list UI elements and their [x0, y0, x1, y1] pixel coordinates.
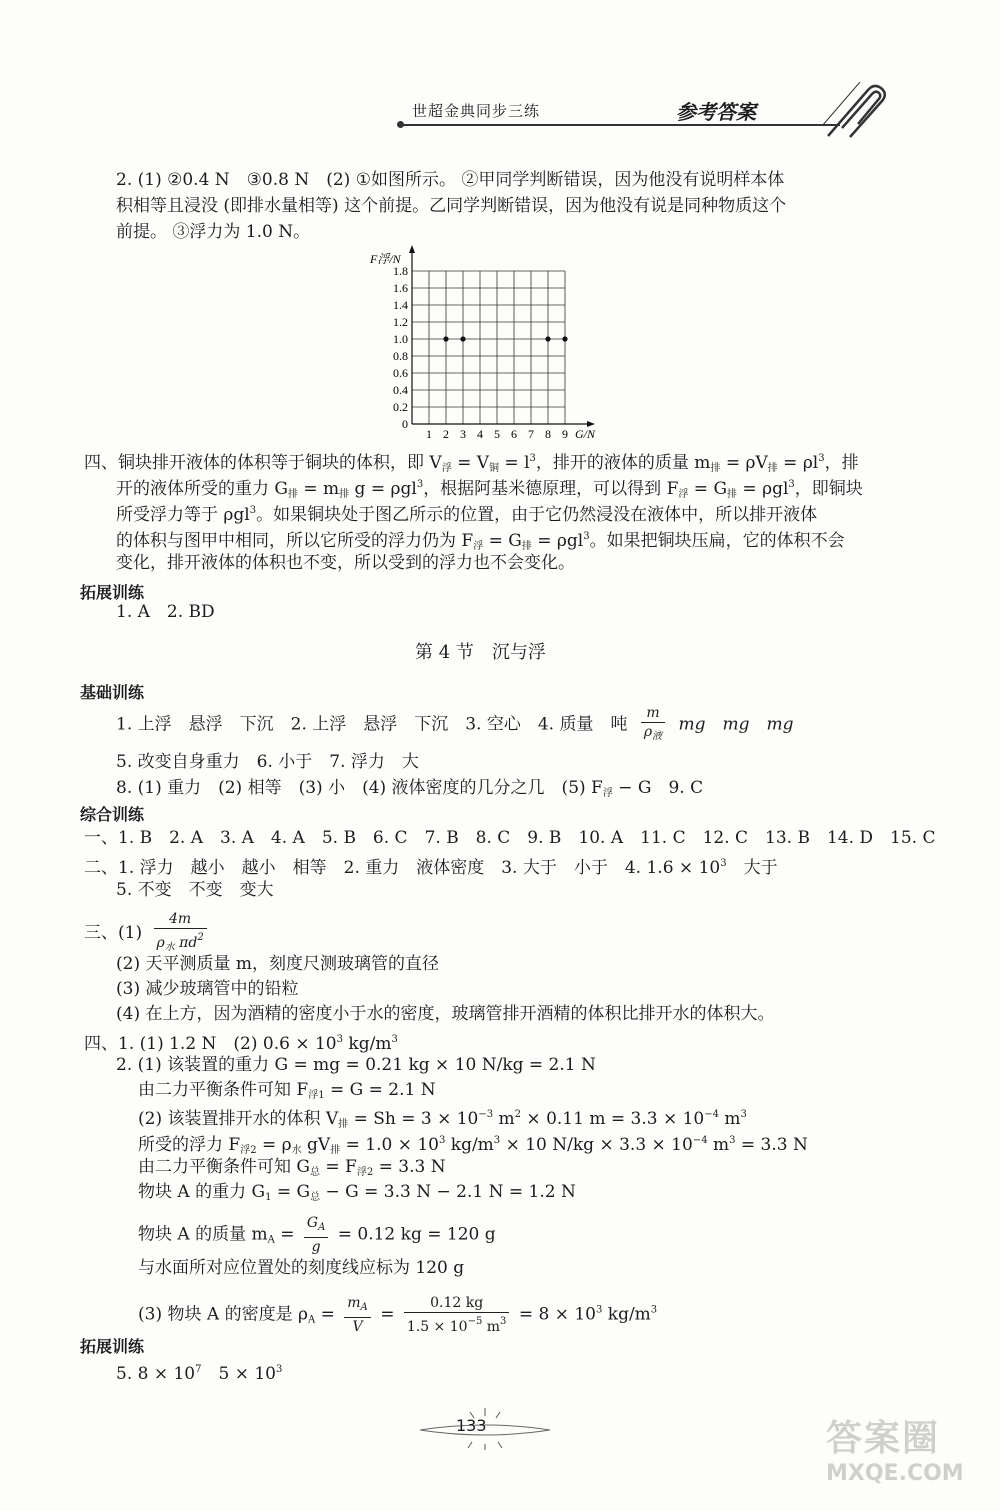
watermark-text: 答案圈 — [826, 1418, 941, 1459]
basic-line3: 8. (1) 重力 (2) 相等 (3) 小 (4) 液体密度的几分之几 (5) $F_浮 - G$ 9. C — [116, 778, 704, 799]
x-tick-label: 9 — [562, 427, 568, 441]
data-point — [545, 336, 550, 341]
y-axis-label: F浮/N — [370, 252, 401, 266]
y-tick-label: 1.0 — [393, 332, 408, 346]
comp-part4-2: 2. (1) 该装置的重力 G = mg = 0.21 kg × 10 N/kg = 2.1 N — [116, 1055, 596, 1075]
x-tick-label: 2 — [443, 427, 449, 441]
comp-part4-10: (3) 物块 A 的密度是 $\rho_A$ = $\frac{m_A}{V}$ = $\frac{0.12 kg}{1.5 \times 10^{-5} m^3}$ = $8 \times 10^3$ $kg/m^3$ — [138, 1295, 658, 1335]
header-dot — [397, 121, 404, 128]
p4-line4: 的体积与图甲中相同，所以它所受的浮力仍为 $F_浮 = G_排 = \rho gl^3$。如果把铜块压扁，它的体积不会 — [116, 531, 845, 552]
fraction-4m: $\frac{4m}{\rho_水 \pi d^2}$ — [154, 910, 207, 957]
comp-part4-4: (2) 该装置排开水的体积 $V_排 = Sh = 3 \times 10^{-3}$ $m^2 \times 0.11$ $m = 3.3 \times 10^{-4}$ $m^3$ — [138, 1109, 747, 1130]
p4-line2: 开的液体所受的重力 $G_排 = m_排$ g = ρgl$^3$，根据阿基米德原理，可以得到 $F_浮 = G_排 = \rho gl^3$，即铜块 — [116, 479, 863, 500]
comp-part3-2: (2) 天平测质量 m，刻度尺测玻璃管的直径 — [116, 954, 440, 974]
y-tick-label: 1.4 — [393, 298, 408, 312]
y-tick-label: 0.2 — [393, 400, 408, 414]
comp-part4-3: 由二力平衡条件可知 $F_{浮1} = G = 2.1$ N — [138, 1080, 436, 1101]
y-tick-label: 0.6 — [393, 366, 408, 380]
y-tick-label: 0 — [402, 417, 408, 431]
watermark-logo — [826, 1410, 991, 1500]
data-point — [460, 336, 465, 341]
p4-line1: 四、铜块排开液体的体积等于铜块的体积，即 $V_浮 = V_铜 = l^3$，排开的液体的质量 $m_排 = \rho V_排 = \rho l^3$，排 — [84, 453, 859, 474]
q2-line1: 2. (1) ②0.4 N ③0.8 N (2) ①如图所示。 ②甲同学判断错误，因为他没有说明样本体 — [116, 170, 785, 190]
paperclip-icon — [820, 82, 900, 140]
y-tick-label: 1.8 — [393, 264, 408, 278]
series-title: 世超金典同步三练 — [412, 102, 541, 120]
comp-training-title: 综合训练 — [80, 805, 145, 824]
q2-line3: 前提。 ③浮力为 1.0 N。 — [116, 222, 311, 242]
watermark-url: MXQE.COM — [826, 1461, 964, 1486]
x-tick-label: 7 — [528, 427, 534, 441]
ext-training-title: 拓展训练 — [80, 583, 145, 602]
x-tick-label: 1 — [426, 427, 432, 441]
p4-line5: 变化，排开液体的体积也不变，所以受到的浮力也不会变化。 — [116, 553, 575, 573]
comp-part1: 一、1. B 2. A 3. A 4. A 5. B 6. C 7. B 8. C 9. B 10. A 11. C 12. C 13. B 14. D 15. C — [84, 828, 936, 848]
comp-part4-8: 物块 A 的质量 $m_A$ = $\frac{G_A}{g}$ = 0.12 kg = 120 g — [138, 1215, 496, 1255]
ext-training2-title: 拓展训练 — [80, 1337, 145, 1356]
comp-part2b: 5. 不变 不变 变大 — [116, 880, 274, 900]
comp-part3-3: (3) 减少玻璃管中的铅粒 — [116, 979, 299, 999]
comp-part3-4: (4) 在上方，因为酒精的密度小于水的密度，玻璃管排开酒精的体积比排开水的体积大。 — [116, 1004, 775, 1024]
comp-part4-7: 物块 A 的重力 $G_1 = G_总 - G = 3.3$ N − 2.1 N = 1.2 N — [138, 1182, 576, 1203]
header-rule — [400, 124, 840, 126]
q2-line2: 积相等且浸没 (即排水量相等) 这个前提。乙同学判断错误，因为他没有说是同种物质这个 — [116, 196, 787, 216]
page-number: 133 — [456, 1416, 487, 1435]
fraction-density-calc: $\frac{0.12 kg}{1.5 \times 10^{-5} m^3}$ — [404, 1294, 510, 1336]
x-tick-label: 3 — [460, 427, 466, 441]
basic-training-title: 基础训练 — [80, 683, 145, 702]
comp-part4-5: 所受的浮力 $F_{浮2} = \rho_水$ $gV_排 = 1.0 \times 10^3$ $kg/m^3 \times 10$ $N/kg \times 3.3 \times 10^{-4}$ $m^3 = 3.3$ N — [138, 1135, 808, 1156]
fraction-ga-over-g: $\frac{G_A}{g}$ — [304, 1214, 328, 1256]
comp-part4-1: 四、1. (1) 1.2 N (2) $0.6 \times 10^3$ $kg/m^3$ — [84, 1034, 398, 1054]
header — [380, 96, 900, 136]
comp-part2: 二、1. 浮力 越小 越小 相等 2. 重力 液体密度 3. 大于 小于 4. $1.6 \times 10^3$ 大于 — [84, 858, 778, 878]
ext-training-answers: 1. A 2. BD — [116, 602, 215, 622]
p4-line3: 所受浮力等于 ρgl$^3$。如果铜块处于图乙所示的位置，由于它仍然浸没在液体中，所以排开液体 — [116, 505, 818, 525]
answers-title: 参考答案 — [676, 100, 756, 124]
fraction-ma-over-v: $\frac{m_A}{V}$ — [344, 1294, 371, 1336]
basic-line1: 1. 上浮 悬浮 下沉 2. 上浮 悬浮 下沉 3. 空心 4. 质量 吨 $\frac{m}{\rho_液}$ mg mg mg — [116, 704, 794, 746]
comp-part4-9: 与水面所对应位置处的刻度线应标为 120 g — [138, 1258, 465, 1278]
y-tick-label: 0.4 — [393, 383, 408, 397]
x-tick-label: 6 — [511, 427, 517, 441]
section-title: 第 4 节 沉与浮 — [415, 642, 546, 663]
data-point — [443, 336, 448, 341]
y-axis-arrow — [409, 245, 415, 253]
y-tick-label: 1.6 — [393, 281, 408, 295]
comp-part3-1: 三、(1) $\frac{4m}{\rho_水 \pi d^2}$ — [84, 910, 207, 957]
buoyancy-chart — [360, 238, 610, 443]
fraction-m-over-rho: $\frac{m}{\rho_液}$ — [641, 704, 665, 746]
ext-training2-answers: 5. $8 \times 10^7$ $5 \times 10^3$ — [116, 1364, 283, 1384]
x-tick-label: 5 — [494, 427, 500, 441]
y-tick-label: 1.2 — [393, 315, 408, 329]
data-point — [562, 336, 567, 341]
x-axis-label: G/N — [575, 427, 596, 441]
x-tick-label: 8 — [545, 427, 551, 441]
comp-part4-6: 由二力平衡条件可知 $G_总 = F_{浮2} = 3.3$ N — [138, 1157, 446, 1178]
y-tick-label: 0.8 — [393, 349, 408, 363]
basic-line2: 5. 改变自身重力 6. 小于 7. 浮力 大 — [116, 752, 419, 772]
x-tick-label: 4 — [477, 427, 483, 441]
